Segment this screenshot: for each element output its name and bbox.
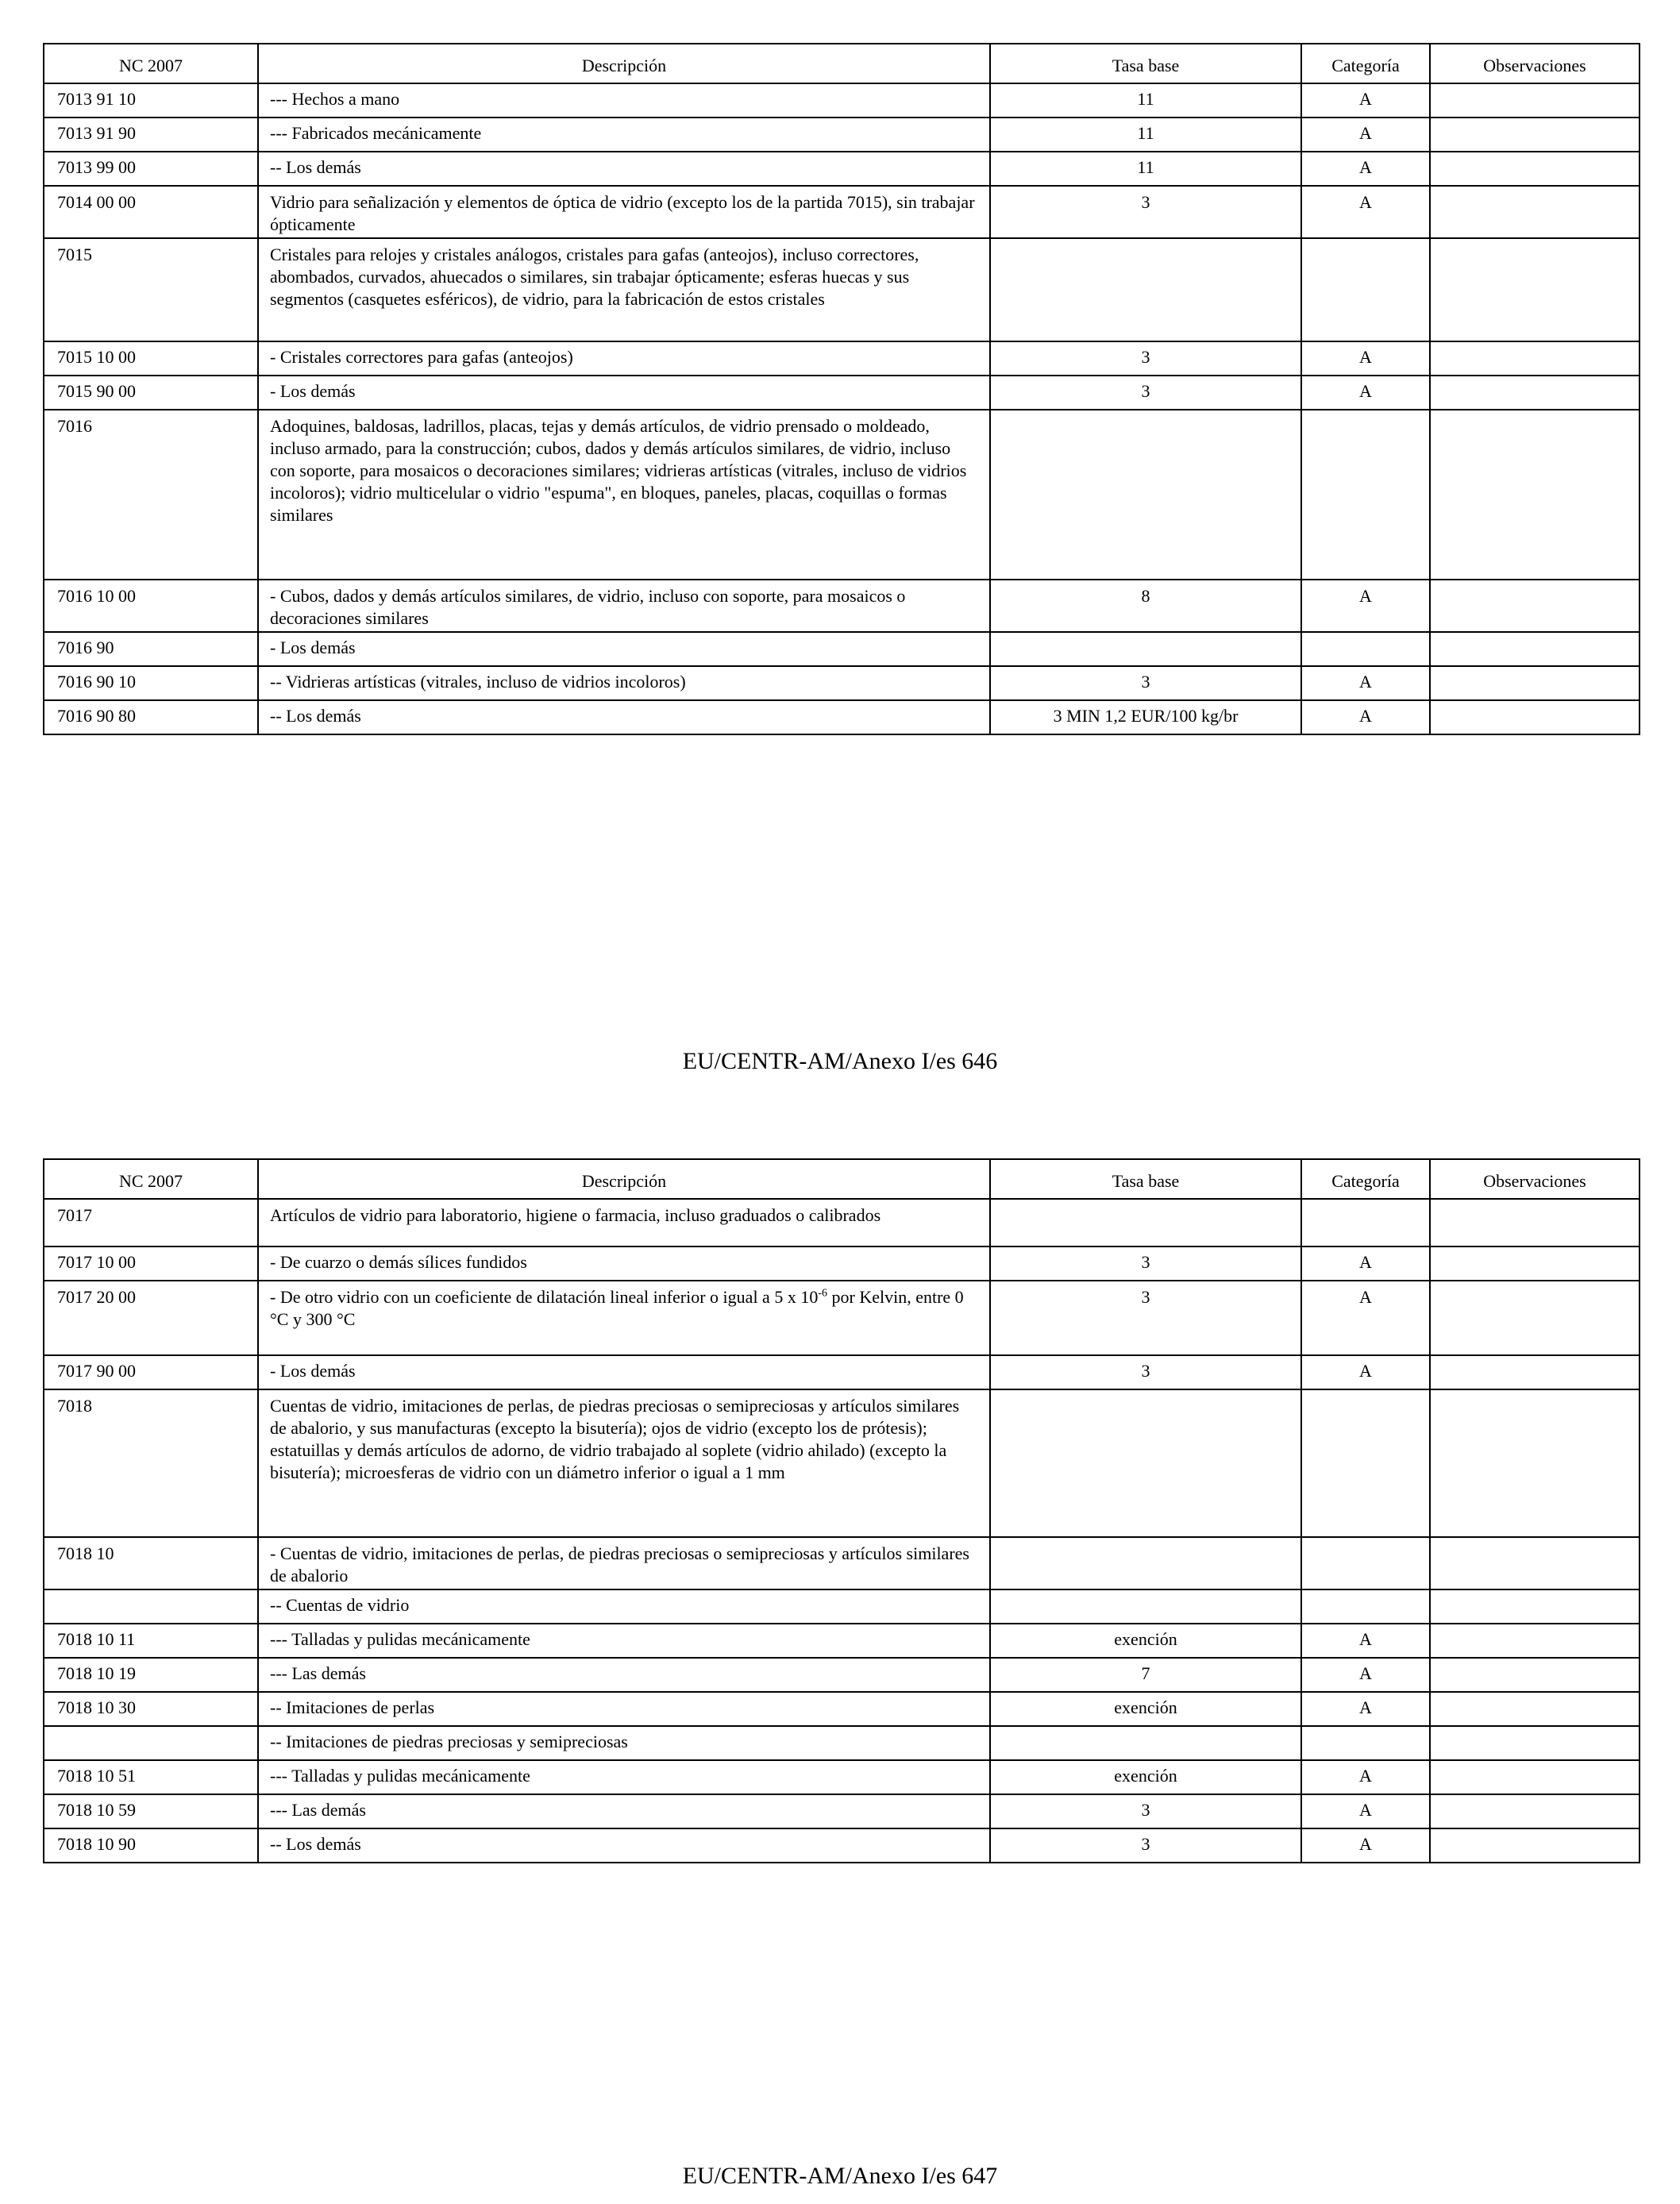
observaciones — [1430, 1199, 1640, 1246]
nc-code: 7016 90 80 — [44, 700, 258, 734]
table-row — [44, 83, 1640, 118]
header-description: Descripción — [258, 1159, 990, 1199]
observaciones — [1430, 118, 1640, 152]
table-row — [44, 580, 1640, 632]
categoria — [1301, 1537, 1430, 1589]
nc-code: 7016 10 00 — [44, 580, 258, 632]
description: --- Las demás — [258, 1658, 990, 1692]
table-row — [44, 1760, 1640, 1794]
categoria: A — [1301, 1794, 1430, 1828]
nc-code: 7018 10 — [44, 1537, 258, 1589]
nc-code: 7018 10 30 — [44, 1692, 258, 1726]
categoria: A — [1301, 1658, 1430, 1692]
header-nc: NC 2007 — [44, 44, 258, 83]
nc-code — [44, 1726, 258, 1760]
tasa-base: 3 — [990, 186, 1301, 238]
categoria: A — [1301, 1246, 1430, 1281]
tasa-base: 3 — [990, 341, 1301, 376]
tariff-table-page-646 — [43, 43, 1640, 735]
categoria: A — [1301, 118, 1430, 152]
nc-code: 7017 10 00 — [44, 1246, 258, 1281]
tasa-base: exención — [990, 1624, 1301, 1658]
nc-code: 7013 91 90 — [44, 118, 258, 152]
tasa-base: 3 — [990, 1281, 1301, 1355]
categoria — [1301, 410, 1430, 580]
description: -- Los demás — [258, 152, 990, 186]
categoria: A — [1301, 1692, 1430, 1726]
table-row — [44, 118, 1640, 152]
categoria: A — [1301, 1281, 1430, 1355]
tasa-base: 8 — [990, 580, 1301, 632]
categoria: A — [1301, 1624, 1430, 1658]
table-row — [44, 341, 1640, 376]
description: --- Talladas y pulidas mecánicamente — [258, 1624, 990, 1658]
table-row — [44, 1658, 1640, 1692]
observaciones — [1430, 1537, 1640, 1589]
nc-code: 7015 — [44, 238, 258, 341]
tasa-base: 3 — [990, 1794, 1301, 1828]
observaciones — [1430, 580, 1640, 632]
observaciones — [1430, 1794, 1640, 1828]
table-row — [44, 152, 1640, 186]
header-description: Descripción — [258, 44, 990, 83]
nc-code: 7017 20 00 — [44, 1281, 258, 1355]
categoria: A — [1301, 152, 1430, 186]
nc-code: 7017 90 00 — [44, 1355, 258, 1389]
nc-code: 7015 90 00 — [44, 376, 258, 410]
header-observaciones: Observaciones — [1430, 1159, 1640, 1199]
table-row — [44, 1355, 1640, 1389]
table-row — [44, 1589, 1640, 1624]
description: - Los demás — [258, 1355, 990, 1389]
tasa-base: 3 MIN 1,2 EUR/100 kg/br — [990, 700, 1301, 734]
description: -- Imitaciones de piedras preciosas y semipreciosas — [258, 1726, 990, 1760]
description — [258, 1281, 990, 1355]
description: Cuentas de vidrio, imitaciones de perlas, de piedras preciosas o semipreciosas y artículos similares de abalorio, y sus manufacturas (excepto la bisutería); ojos de vidrio (excepto los de prótesis); estatuillas y demás artículos de adorno, de vidrio trabajado al soplete (vidrio ahilado) (excepto la bisutería); microesferas de vidrio con un diámetro inferior o igual a 1 mm — [258, 1389, 990, 1537]
header-tasa-base: Tasa base — [990, 44, 1301, 83]
table-header-row — [44, 1159, 1640, 1199]
table-row — [44, 410, 1640, 580]
description-text-cont: por Kelvin, entre 0 °C y 300 °C — [270, 1287, 964, 1329]
tasa-base: exención — [990, 1760, 1301, 1794]
categoria — [1301, 238, 1430, 341]
observaciones — [1430, 1760, 1640, 1794]
description: - Los demás — [258, 376, 990, 410]
observaciones — [1430, 1692, 1640, 1726]
description-text: - De otro vidrio con un coeficiente de dilatación lineal inferior o igual a 5 x 10 — [270, 1287, 819, 1307]
tasa-base — [990, 410, 1301, 580]
table-row — [44, 1389, 1640, 1537]
description: --- Las demás — [258, 1794, 990, 1828]
nc-code: 7018 10 11 — [44, 1624, 258, 1658]
description: -- Los demás — [258, 700, 990, 734]
table-row — [44, 1624, 1640, 1658]
table-header-row — [44, 44, 1640, 83]
header-categoria: Categoría — [1301, 44, 1430, 83]
nc-code: 7013 99 00 — [44, 152, 258, 186]
table-row — [44, 1281, 1640, 1355]
observaciones — [1430, 1828, 1640, 1863]
nc-code: 7016 — [44, 410, 258, 580]
tasa-base: 3 — [990, 1246, 1301, 1281]
observaciones — [1430, 1658, 1640, 1692]
categoria: A — [1301, 1760, 1430, 1794]
observaciones — [1430, 1389, 1640, 1537]
observaciones — [1430, 1281, 1640, 1355]
categoria: A — [1301, 341, 1430, 376]
nc-code: 7018 — [44, 1389, 258, 1537]
observaciones — [1430, 83, 1640, 118]
nc-code — [44, 1589, 258, 1624]
table-row — [44, 632, 1640, 666]
description: Cristales para relojes y cristales análogos, cristales para gafas (anteojos), incluso correctores, abombados, curvados, ahuecados o similares, sin trabajar ópticamente; esferas huecas y sus segmentos (casquetes esféricos), de vidrio, para la fabricación de estos cristales — [258, 238, 990, 341]
categoria: A — [1301, 186, 1430, 238]
table-row — [44, 700, 1640, 734]
observaciones — [1430, 238, 1640, 341]
exponent: -6 — [818, 1287, 827, 1300]
page-footer-647: EU/CENTR-AM/Anexo I/es 647 — [682, 2163, 998, 2189]
nc-code: 7014 00 00 — [44, 186, 258, 238]
table-row — [44, 376, 1640, 410]
header-observaciones: Observaciones — [1430, 44, 1640, 83]
tasa-base — [990, 1726, 1301, 1760]
tasa-base — [990, 238, 1301, 341]
tasa-base — [990, 1389, 1301, 1537]
tariff-table-page-647 — [43, 1158, 1640, 1863]
table-row — [44, 666, 1640, 700]
description: -- Los demás — [258, 1828, 990, 1863]
nc-code: 7018 10 51 — [44, 1760, 258, 1794]
header-categoria: Categoría — [1301, 1159, 1430, 1199]
table-row — [44, 238, 1640, 341]
tasa-base: 3 — [990, 1828, 1301, 1863]
description: - Los demás — [258, 632, 990, 666]
nc-code: 7017 — [44, 1199, 258, 1246]
observaciones — [1430, 1246, 1640, 1281]
table-row — [44, 1692, 1640, 1726]
tasa-base — [990, 632, 1301, 666]
table-row — [44, 1828, 1640, 1863]
description: - Cuentas de vidrio, imitaciones de perlas, de piedras preciosas o semipreciosas y artículos similares de abalorio — [258, 1537, 990, 1589]
observaciones — [1430, 410, 1640, 580]
table-row — [44, 1246, 1640, 1281]
header-nc: NC 2007 — [44, 1159, 258, 1199]
description: -- Vidrieras artísticas (vitrales, incluso de vidrios incoloros) — [258, 666, 990, 700]
description: - Cubos, dados y demás artículos similares, de vidrio, incluso con soporte, para mosaicos o decoraciones similares — [258, 580, 990, 632]
categoria: A — [1301, 666, 1430, 700]
categoria: A — [1301, 700, 1430, 734]
tasa-base: exención — [990, 1692, 1301, 1726]
tasa-base — [990, 1537, 1301, 1589]
categoria — [1301, 1389, 1430, 1537]
tasa-base: 3 — [990, 1355, 1301, 1389]
categoria: A — [1301, 1355, 1430, 1389]
nc-code: 7015 10 00 — [44, 341, 258, 376]
categoria — [1301, 1589, 1430, 1624]
description: Vidrio para señalización y elementos de óptica de vidrio (excepto los de la partida 7015), sin trabajar ópticamente — [258, 186, 990, 238]
observaciones — [1430, 1355, 1640, 1389]
table-row — [44, 1726, 1640, 1760]
nc-code: 7013 91 10 — [44, 83, 258, 118]
nc-code: 7016 90 10 — [44, 666, 258, 700]
table-row — [44, 1199, 1640, 1246]
categoria: A — [1301, 83, 1430, 118]
nc-code: 7016 90 — [44, 632, 258, 666]
observaciones — [1430, 1726, 1640, 1760]
table-row — [44, 186, 1640, 238]
tasa-base: 11 — [990, 83, 1301, 118]
observaciones — [1430, 632, 1640, 666]
description: --- Hechos a mano — [258, 83, 990, 118]
description: Adoquines, baldosas, ladrillos, placas, tejas y demás artículos, de vidrio prensado o moldeado, incluso armado, para la construcción; cubos, dados y demás artículos similares, de vidrio, incluso con soporte, para mosaicos o decoraciones similares; vidrieras artísticas (vitrales, incluso de vidrios incoloros); vidrio multicelular o vidrio "espuma", en bloques, paneles, placas, coquillas o formas similares — [258, 410, 990, 580]
observaciones — [1430, 186, 1640, 238]
table-row — [44, 1537, 1640, 1589]
nc-code: 7018 10 90 — [44, 1828, 258, 1863]
header-tasa-base: Tasa base — [990, 1159, 1301, 1199]
categoria — [1301, 1726, 1430, 1760]
tasa-base: 11 — [990, 118, 1301, 152]
tasa-base: 3 — [990, 376, 1301, 410]
nc-code: 7018 10 19 — [44, 1658, 258, 1692]
description: --- Talladas y pulidas mecánicamente — [258, 1760, 990, 1794]
observaciones — [1430, 700, 1640, 734]
observaciones — [1430, 152, 1640, 186]
tasa-base — [990, 1589, 1301, 1624]
tasa-base — [990, 1199, 1301, 1246]
categoria — [1301, 1199, 1430, 1246]
categoria: A — [1301, 1828, 1430, 1863]
description: --- Fabricados mecánicamente — [258, 118, 990, 152]
categoria — [1301, 632, 1430, 666]
page-footer-646: EU/CENTR-AM/Anexo I/es 646 — [682, 1048, 998, 1074]
table-row — [44, 1794, 1640, 1828]
description: -- Imitaciones de perlas — [258, 1692, 990, 1726]
observaciones — [1430, 376, 1640, 410]
observaciones — [1430, 1624, 1640, 1658]
observaciones — [1430, 341, 1640, 376]
observaciones — [1430, 1589, 1640, 1624]
description: -- Cuentas de vidrio — [258, 1589, 990, 1624]
description: Artículos de vidrio para laboratorio, higiene o farmacia, incluso graduados o calibrados — [258, 1199, 990, 1246]
observaciones — [1430, 666, 1640, 700]
tasa-base: 11 — [990, 152, 1301, 186]
tasa-base: 3 — [990, 666, 1301, 700]
categoria: A — [1301, 376, 1430, 410]
nc-code: 7018 10 59 — [44, 1794, 258, 1828]
categoria: A — [1301, 580, 1430, 632]
description: - De cuarzo o demás sílices fundidos — [258, 1246, 990, 1281]
description: - Cristales correctores para gafas (anteojos) — [258, 341, 990, 376]
tasa-base: 7 — [990, 1658, 1301, 1692]
